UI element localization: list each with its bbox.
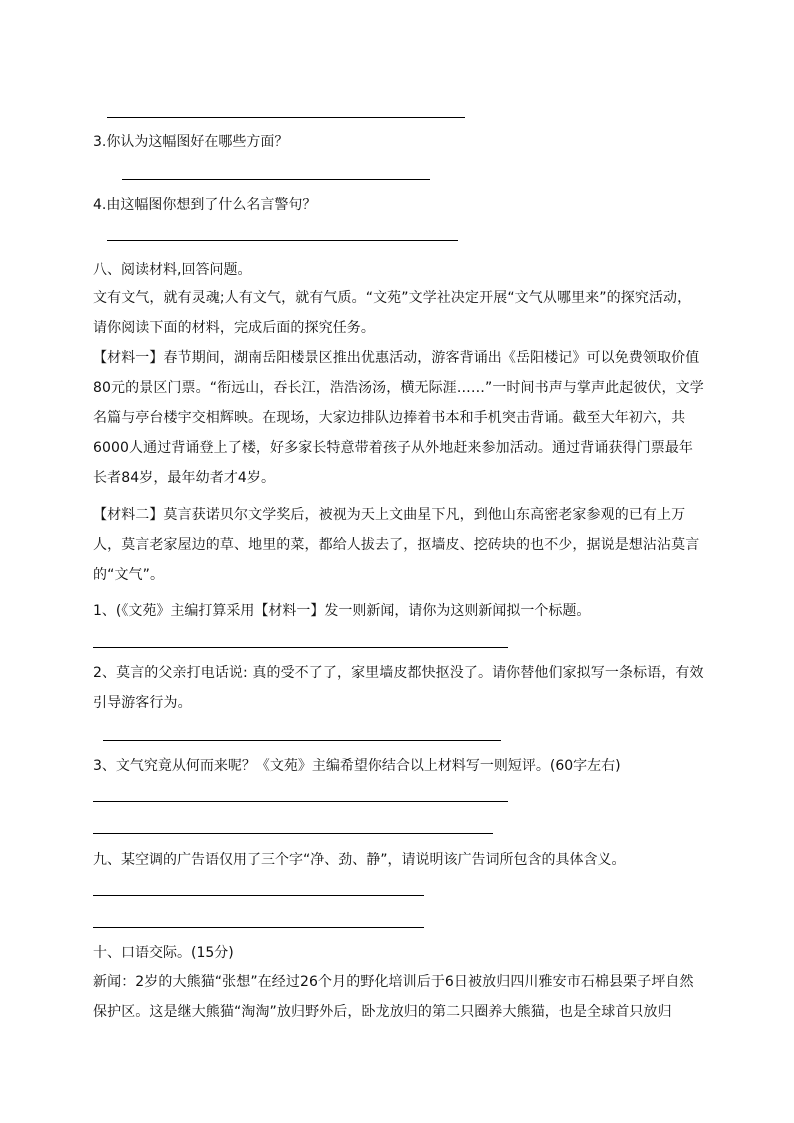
task-1: 1、(《文苑》主编打算采用【材料一】发一则新闻，请你为这则新闻拟一个标题。 — [93, 603, 591, 619]
answer-line[interactable] — [103, 740, 501, 741]
section-10-title: 十、口语交际。(15分) — [93, 945, 234, 961]
task-3: 3、文气究竟从何而来呢？《文苑》主编希望你结合以上材料写一则短评。(60字左右) — [93, 758, 621, 774]
material-1: 【材料一】春节期间，湖南岳阳楼景区推出优惠活动，游客背诵出《岳阳楼记》可以免费领取价值80元的景区门票。“衔远山，吞长江，浩浩汤汤，横无际涯……”一时间书声与掌声此起彼伏，文学名篇与亭台楼宇交相辉映。在现场，大家边排队边捧着书本和手机突击背诵。截至大年初六，共6000人通过背诵登上了楼，好多家长特意带着孩子从外地赶来参加活动。通过背诵获得门票最年长者84岁，最年幼者才4岁。 — [93, 350, 704, 486]
answer-line[interactable] — [122, 179, 430, 180]
material-2: 【材料二】莫言获诺贝尔文学奖后，被视为天上文曲星下凡，到他山东高密老家参观的已有上万人，莫言老家屋边的草、地里的菜，都给人拔去了，抠墙皮、挖砖块的也不少，据说是想沾沾莫言的“文气”。 — [93, 507, 700, 583]
answer-line[interactable] — [93, 895, 424, 896]
section-8-title: 八、阅读材料,回答问题。 — [93, 262, 252, 278]
answer-line[interactable] — [93, 833, 493, 834]
section-9-title: 九、某空调的广告语仅用了三个字“净、劲、静”，请说明该广告词所包含的具体含义。 — [93, 852, 626, 868]
question-3: 3.你认为这幅图好在哪些方面？ — [93, 134, 289, 150]
section-8-intro: 文有文气，就有灵魂;人有文气，就有气质。“文苑”文学社决定开展“文气从哪里来”的探究活动，请你阅读下面的材料，完成后面的探究任务。 — [93, 290, 692, 336]
answer-line[interactable] — [93, 647, 508, 648]
answer-line[interactable] — [93, 801, 508, 802]
answer-line[interactable] — [107, 240, 458, 241]
answer-line[interactable] — [107, 117, 465, 118]
task-2: 2、莫言的父亲打电话说: 真的受不了了，家里墙皮都快抠没了。请你替他们家拟写一条标语，有效引导游客行为。 — [93, 665, 704, 711]
section-10-news: 新闻：2岁的大熊猫“张想”在经过26个月的野化培训后于6日被放归四川雅安市石棉县栗子坪自然保护区。这是继大熊猫“淘淘”放归野外后，卧龙放归的第二只圈养大熊猫，也是全球首只放归 — [93, 974, 694, 1020]
question-4: 4.由这幅图你想到了什么名言警句？ — [93, 197, 317, 213]
answer-line[interactable] — [93, 927, 424, 928]
